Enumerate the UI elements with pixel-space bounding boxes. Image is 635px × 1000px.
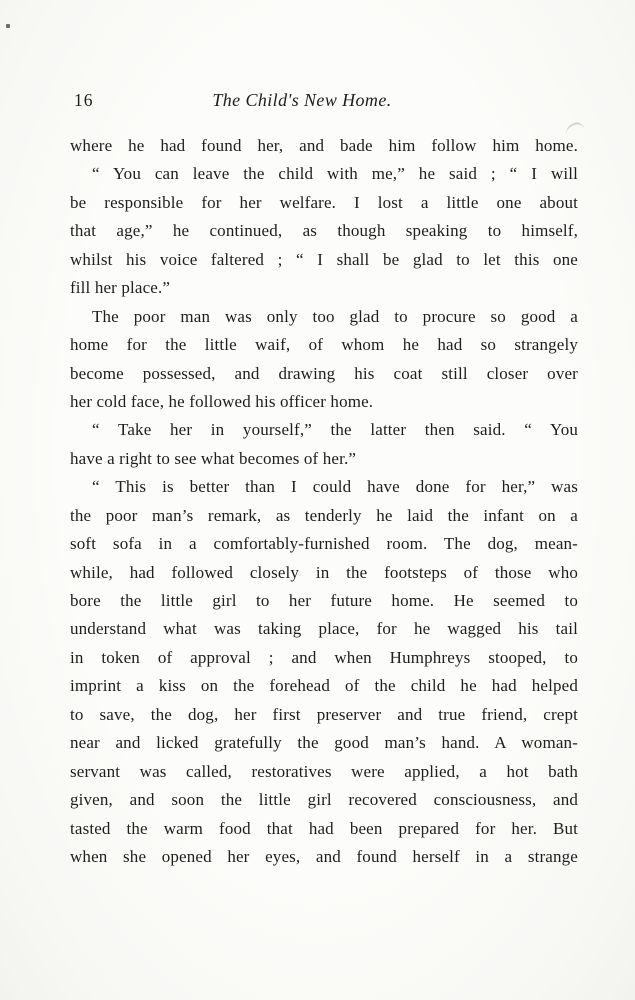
text-line: while, had followed closely in the footsteps of those who [70,562,578,582]
text-line: to save, the dog, her first preserver and true friend, crept [70,704,578,724]
text-line: in token of approval ; and when Humphreys stooped, to [70,647,578,667]
text-line: tasted the warm food that had been prepared for her. But [70,818,578,838]
text-line: servant was called, restoratives were applied, a hot bath [70,761,578,781]
paragraph [70,473,578,871]
text-line: her cold face, he followed his officer home. [70,391,374,411]
text-line: understand what was taking place, for he wagged his tail [70,619,578,639]
page-number: 16 [74,90,94,110]
text-line: soft sofa in a comfortably-furnished room. The dog, mean- [70,534,578,554]
text-line: The poor man was only too glad to procure so good a [92,306,578,326]
text-line: whilst his voice faltered ; “ I shall be glad to let this one [70,249,578,269]
text-line: when she opened her eyes, and found herself in a strange [70,846,578,866]
paragraph [70,416,578,473]
paragraph [70,303,578,417]
text-line: “ Take her in yourself,” the latter then said. “ You [92,420,578,440]
page-header [70,90,578,116]
paragraph [70,160,578,302]
text-line: given, and soon the little girl recovered consciousness, and [70,790,578,810]
text-line: home for the little waif, of whom he had so strangely [70,335,578,355]
text-line: that age,” he continued, as though speaking to himself, [70,221,578,241]
running-title: The Child's New Home. [212,90,392,110]
text-line: become possessed, and drawing his coat still closer over [70,363,578,383]
text-line: fill her place.” [70,278,171,298]
text-line: “ You can leave the child with me,” he said ; “ I will [92,164,578,184]
text-line: near and licked gratefully the good man’s hand. A woman- [70,733,578,753]
text-line: the poor man’s remark, as tenderly he laid the infant on a [70,505,578,525]
text-line: where he had found her, and bade him follow him home. [70,136,578,155]
page-body-text [70,132,578,871]
text-line: bore the little girl to her future home. He seemed to [70,591,578,610]
text-line: “ This is better than I could have done for her,” was [92,477,578,497]
text-line: be responsible for her welfare. I lost a little one about [70,192,578,212]
text-line: have a right to see what becomes of her.” [70,448,357,468]
text-line: imprint a kiss on the forehead of the child he had helped [70,676,578,696]
paragraph [70,132,578,160]
scan-speck [6,24,10,28]
